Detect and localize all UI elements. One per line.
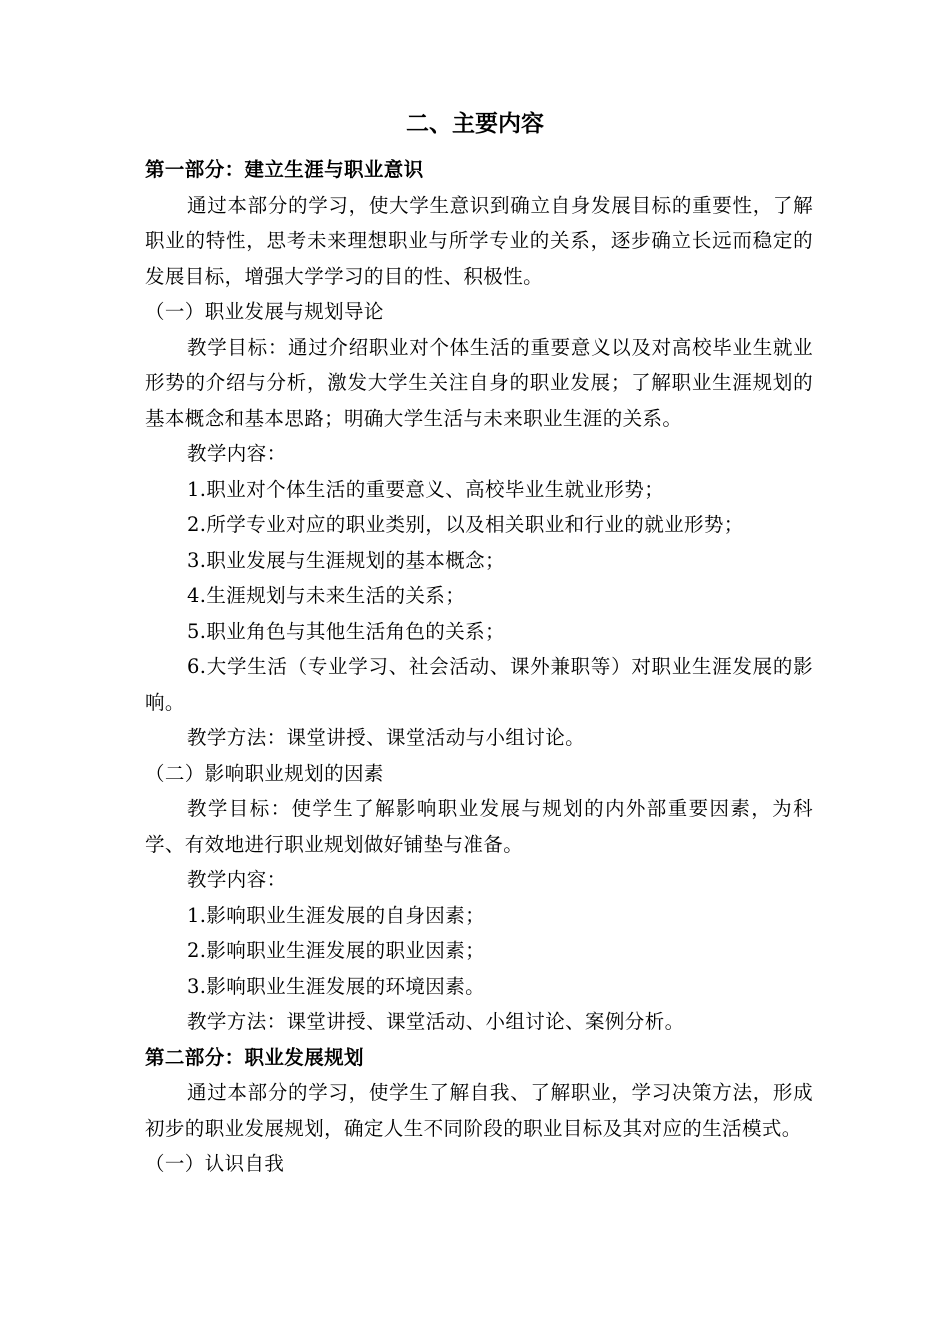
part1-section2-method: 教学方法：课堂讲授、课堂活动、小组讨论、案例分析。: [187, 1010, 685, 1033]
list-item: 2.所学专业对应的职业类别，以及相关职业和行业的就业形势；: [187, 513, 744, 536]
part2-section1-heading: （一）认识自我: [145, 1152, 285, 1175]
list-item: 3.职业发展与生涯规划的基本概念；: [187, 548, 505, 572]
list-item: 4.生涯规划与未来生活的关系；: [187, 584, 466, 607]
part2-intro: 通过本部分的学习，使学生了解自我、了解职业，学习决策方法，形成初步的职业发展规划，确定人生不同阶段的职业目标及其对应的生活模式。: [145, 1081, 813, 1140]
part1-intro: 通过本部分的学习，使大学生意识到确立自身发展目标的重要性，了解职业的特性，思考未来理想职业与所学专业的关系，逐步确立长远而稳定的发展目标，增强大学学习的目的性、积极性。: [145, 193, 813, 288]
document-title: 二、主要内容: [406, 111, 544, 137]
list-item: 2.影响职业生涯发展的职业因素；: [187, 939, 486, 962]
part1-section2-heading: （二）影响职业规划的因素: [145, 761, 384, 785]
list-item: 1.职业对个体生活的重要意义、高校毕业生就业形势；: [187, 477, 665, 501]
part1-section1-heading: （一）职业发展与规划导论: [145, 300, 384, 323]
list-item: 6.大学生活（专业学习、社会活动、课外兼职等）对职业生涯发展的影响。: [145, 655, 813, 714]
list-item: 1.影响职业生涯发展的自身因素；: [187, 903, 486, 927]
part1-section1-content-label: 教学内容：: [187, 442, 287, 465]
list-item: 3.影响职业生涯发展的环境因素。: [187, 974, 486, 998]
part1-heading: 第一部分：建立生涯与职业意识: [145, 158, 424, 181]
list-item: 5.职业角色与其他生活角色的关系；: [187, 619, 505, 643]
part1-section2-goal: 教学目标：使学生了解影响职业发展与规划的内外部重要因素，为科学、有效地进行职业规划做好铺垫与准备。: [145, 797, 813, 856]
part1-section2-content-label: 教学内容：: [187, 868, 287, 891]
part1-section1-method: 教学方法：课堂讲授、课堂活动与小组讨论。: [187, 726, 586, 749]
part1-section1-goal: 教学目标：通过介绍职业对个体生活的重要意义以及对高校毕业生就业形势的介绍与分析，激发大学生关注自身的职业发展；了解职业生涯规划的基本概念和基本思路；明确大学生活与未来职业生涯的关系。: [145, 335, 813, 430]
part2-heading: 第二部分：职业发展规划: [145, 1045, 364, 1069]
document-body: [145, 152, 813, 1182]
